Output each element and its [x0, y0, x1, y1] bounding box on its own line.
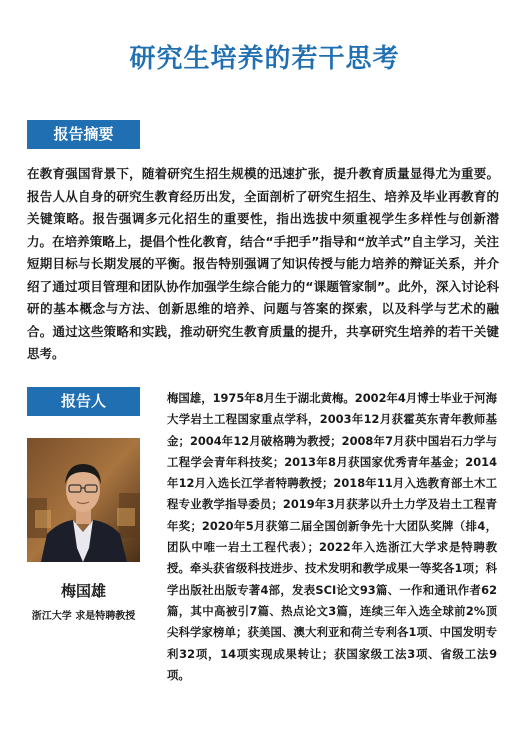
reporter-heading: 报告人: [27, 387, 140, 416]
summary-heading: 报告摘要: [27, 120, 140, 149]
reporter-photo: [27, 438, 140, 562]
reporter-bio: 梅国雄，1975年8月生于湖北黄梅。2002年4月博士毕业于河海大学岩土工程国家重点学科，2003年12月获霍英东青年教师基金；2004年12月破格聘为教授；2008年7月获中国岩石力学与工程学会青年科技奖；2013年8月获国家优秀青年基金；2014年12月入选长江学者特聘教授；2018年11月入选教育部土木工程专业教学指导委员；2019年3月获茅以升土力学及岩土工程青年奖；2020年5月获第二届全国创新争先十大团队奖牌（排4，团队中唯一岩土工程代表）；2022年入选浙江大学求是特聘教授。牵头获省级科技进步、技术发明和教学成果一等奖各1项；科学出版社出版专著4部，发表SCI论文93篇、一作和通讯作者62篇，其中高被引7篇、热点论文3篇，连续三年入选全球前2%顶尖科学家榜单；获美国、澳大利亚和荷兰专利各1项、中国发明专利32项，14项实现成果转让；获国家级工法3项、省级工法9项。: [167, 391, 497, 682]
summary-text: 在教育强国背景下，随着研究生招生规模的迅速扩张，提升教育质量显得尤为重要。报告人从自身的研究生教育经历出发，全面剖析了研究生招生、培养及毕业再教育的关键策略。报告强调多元化招生的重要性，指出选拔中须重视学生多样性与创新潜力。在培养策略上，提倡个性化教育，结合“手把手”指导和“放羊式”自主学习，关注短期目标与长期发展的平衡。报告特别强调了知识传授与能力培养的辩证关系，并介绍了通过项目管理和团队协作加强学生综合能力的“课题管家制”。此外，深入讨论科研的基本概念与方法、创新思维的培养、问题与答案的探索，以及科学与艺术的融合。通过这些策略和实践，推动研究生教育质量的提升，共享研究生培养的若干关键思考。: [27, 166, 499, 361]
reporter-affiliation: 浙江大学 求是特聘教授: [31, 611, 136, 622]
reporter-name: 梅国雄: [60, 582, 106, 600]
page-title: 研究生培养的若干思考: [129, 44, 400, 74]
